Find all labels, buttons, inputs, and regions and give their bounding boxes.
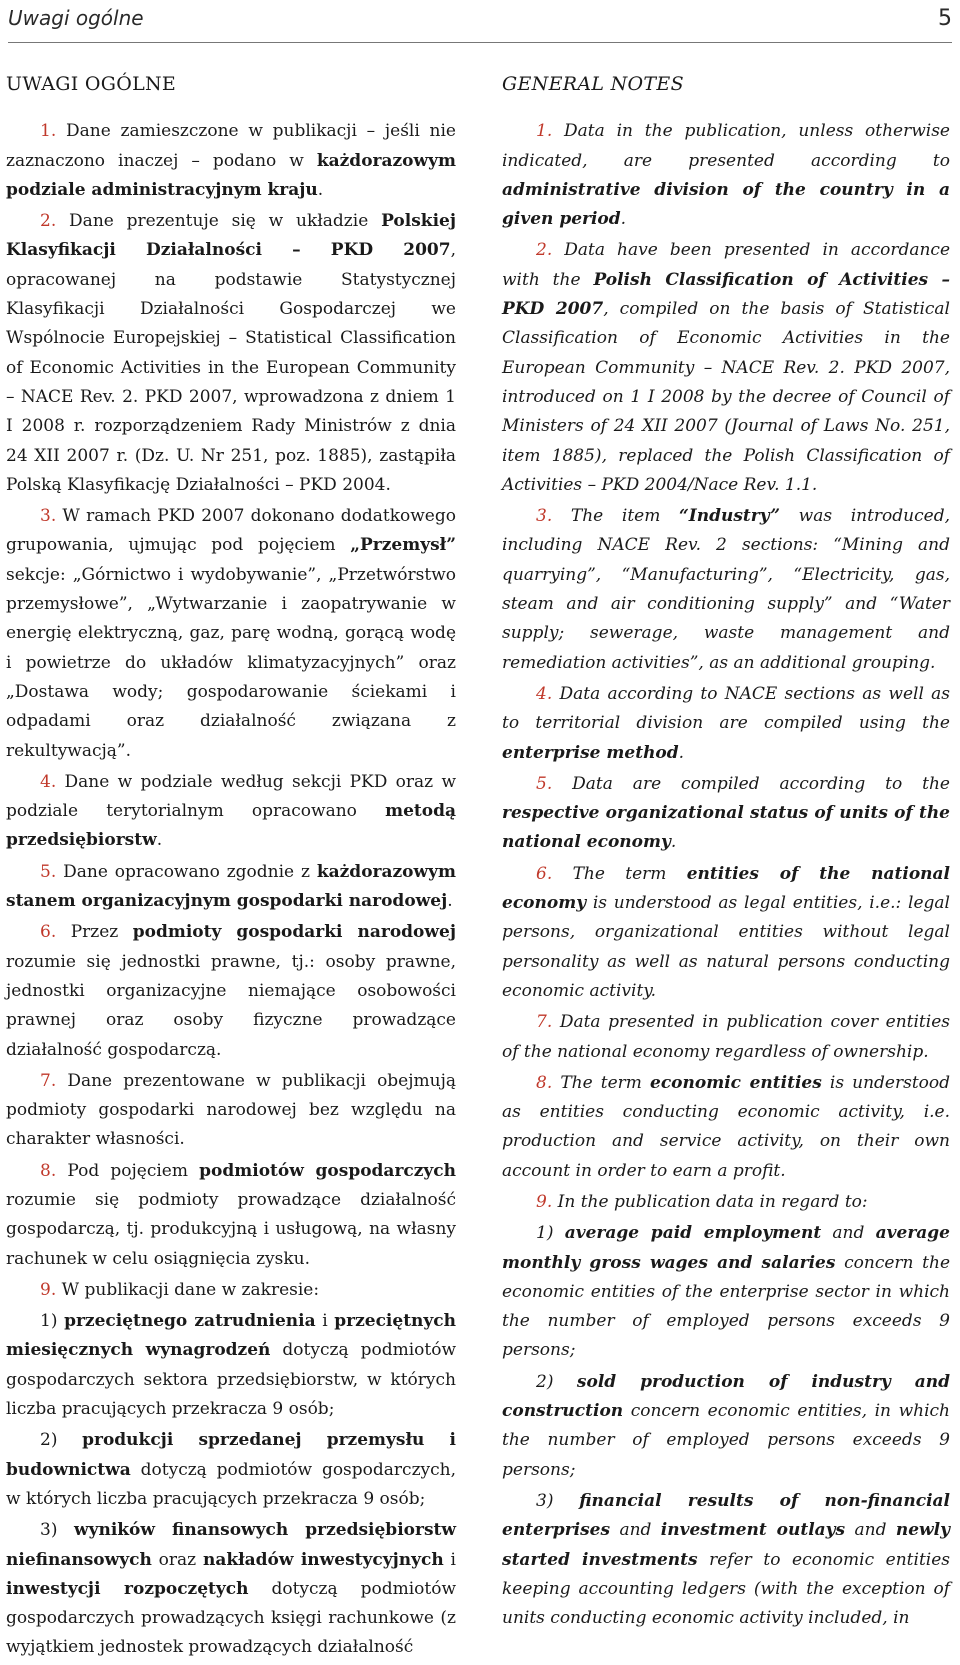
emphasis: podmiotów gospodarczych [199,1160,456,1181]
paragraph-pl-3 [6,502,456,766]
emphasis: każdorazowym podziale administracyjnym kraju [6,150,456,200]
emphasis: podmioty gospodarki narodowej [132,922,456,943]
paragraph-number: 8. [40,1160,57,1181]
page-header [8,0,952,36]
paragraph-pl-6 [6,918,456,1064]
emphasis: metodą przedsiębiorstw [6,801,456,851]
running-title: Uwagi ogólne [8,6,144,30]
emphasis: administrative division of the country in a given period [502,179,950,230]
emphasis: Polskiej Klasyfikacji Działalności – PKD 2007 [6,211,456,261]
emphasis: respective organizational status of units of the national economy [502,803,950,853]
text: , opracowanej na podstawie Statystycznej Klasyfikacji Działalności Gospodarczej we Wspólnocie Europejskiej – Statistical Classification of Economic Activities in the European Community – NACE Rev. 2. PKD 2007, wprowadzona z dniem 1 I 2008 r. rozporządzeniem Rady Ministrów z dnia 24 XII 2007 r. (Dz. U. Nr 251, poz. 1885), zastąpiła Polską Klasyfikację Działalności – PKD 2004. [6,240,456,495]
emphasis: przeciętnych miesięcznych wynagrodzeń [6,1311,457,1361]
emphasis: przeciętnego zatrudnienia [64,1311,316,1332]
text: Dane prezentuje się w układzie [56,211,382,232]
text: Pod pojęciem [56,1160,200,1181]
section-heading-en: GENERAL NOTES [502,73,684,95]
text: is understood as entities conducting economic activity, i.e. production and service activity, on their own account in order to earn a profit. [502,1072,951,1181]
text: concern the economic entities of the enterprise sector in which the number of employed persons exceeds 9 persons; [502,1252,950,1361]
paragraph-en-2 [502,236,950,500]
text: dotyczą podmiotów gospodarczych prowadzących księgi rachunkowe (z wyjątkiem jednostek prowadzących działalność [6,1578,456,1658]
section-heading-pl: UWAGI OGÓLNE [6,73,177,95]
text: dotyczą podmiotów gospodarczych sektora przedsiębiorstw, w których liczba pracujących przekracza 9 osób; [6,1340,457,1420]
column-polish [6,62,456,1665]
list-item-pl-9-2 [6,1426,456,1514]
paragraph-en-3 [502,502,950,678]
list-item-pl-9-1 [6,1307,456,1424]
paragraph-number: 7. [536,1012,553,1033]
paragraph-en-4 [502,680,950,768]
emphasis: financial results of non-financial enterprises [502,1490,950,1541]
text: The item [552,506,679,527]
text: The term [552,1072,650,1093]
text: Data presented in publication cover entities of the national economy regardless of ownership. [502,1012,950,1062]
list-number: 2) [40,1430,58,1451]
paragraph-pl-7 [6,1067,456,1155]
paragraph-en-8 [502,1069,950,1186]
emphasis: investment outlays [660,1520,846,1541]
list-number: 1) [40,1311,58,1332]
paragraph-number: 1. [40,121,57,142]
emphasis: każdorazowym stanem organizacyjnym gospodarki narodowej [6,861,456,912]
text: and [845,1520,896,1541]
text: Dane w podziale według sekcji PKD oraz w podziale terytorialnym opracowano [6,771,456,822]
paragraph-number: 1. [536,121,553,142]
emphasis: “Industry” [679,506,780,527]
list-number: 3) [40,1520,58,1541]
text: Dane zamieszczone w publikacji – jeśli nie zaznaczono inaczej – podano w [6,121,456,171]
text: In the publication data in regard to: [552,1191,868,1212]
text: , compiled on the basis of Statistical Classification of Economic Activities in the European Community – NACE Rev. 2. PKD 2007, introduced on 1 I 2008 by the decree of Council of Ministers of 24 XII 2007 (Journal of Laws No. 251, item 1885), replaced the Polish Classification of Activities – PKD 2004/Nace Rev. 1.1. [502,299,950,495]
list-item-en-9-1 [502,1219,950,1365]
text: The term [552,863,687,884]
emphasis: produkcji sprzedanej przemysłu i budownictwa [6,1430,456,1480]
list-item-en-9-2 [502,1368,950,1485]
paragraph-en-5 [502,770,950,858]
paragraph-en-6 [502,860,950,1006]
paragraph-number: 4. [40,771,57,792]
text: Data have been presented in accordance with the [502,240,950,290]
list-number: 2) [536,1371,554,1392]
text: was introduced, including NACE Rev. 2 sections: “Mining and quarrying”, “Manufacturing”, “Electricity, gas, steam and air conditioning supply” and “Water supply; sewerage, waste management and remediation activities”, as an additional grouping. [502,506,950,673]
paragraph-pl-5 [6,858,456,917]
paragraph-en-1 [502,117,950,234]
text: i [315,1311,335,1332]
paragraph-number: 4. [536,683,553,704]
paragraph-en-7 [502,1008,950,1067]
emphasis: average monthly gross wages and salaries [502,1223,950,1273]
emphasis: entities of the national economy [502,863,950,914]
text: and [821,1223,876,1244]
emphasis: newly started investments [502,1520,951,1570]
text: W ramach PKD 2007 dokonano dodatkowego grupowania, ujmując pod pojęciem [6,506,456,556]
paragraph-pl-9 [6,1276,456,1305]
column-english [502,62,950,1635]
paragraph-number: 2. [536,240,553,261]
text: i [443,1549,456,1570]
emphasis: average paid employment [564,1223,822,1244]
text: concern economic entities, in which the number of employed persons exceeds 9 persons; [502,1401,950,1480]
text: and [610,1520,661,1541]
text: rozumie się jednostki prawne, tj.: osoby prawne, jednostki organizacyjne niemające osobowości prawnej oraz osoby fizyczne prowadzące działalność gospodarczą. [6,951,456,1060]
text: is understood as legal entities, i.e.: legal persons, organizational entities without legal personality as well as natural persons conducting economic activity. [502,893,950,1001]
page-number: 5 [938,5,952,31]
paragraph-pl-4 [6,768,456,856]
list-item-en-9-3 [502,1487,950,1633]
paragraph-number: 9. [536,1191,553,1212]
paragraph-number: 3. [40,506,57,527]
text: Data are compiled according to the [552,773,950,794]
paragraph-number: 3. [536,506,553,527]
text: . [678,742,685,763]
emphasis: nakładów inwestycyjnych [202,1549,444,1570]
text: . [447,891,453,912]
emphasis: Polish Classification of Activities – PKD 2007 [502,269,951,320]
text: . [156,830,163,851]
text: Dane opracowano zgodnie z [56,861,317,882]
paragraph-number: 6. [40,922,57,943]
paragraph-number: 2. [40,211,57,232]
text: Data according to NACE sections as well as to territorial division are compiled using the [502,683,950,734]
text: dotyczą podmiotów gospodarczych, w których liczba pracujących przekracza 9 osób; [6,1459,456,1509]
paragraph-number: 6. [536,863,553,884]
text: . [317,179,324,200]
emphasis: „Przemysł” [350,535,456,556]
paragraph-en-9 [502,1188,950,1217]
paragraph-pl-2 [6,207,456,500]
text: Dane prezentowane w publikacji obejmują podmioty gospodarki narodowej bez względu na charakter własności. [6,1070,456,1150]
text: sekcje: „Górnictwo i wydobywanie”, „Przetwórstwo przemysłowe”, „Wytwarzanie i zaopatrywanie w energię elektryczną, gaz, parę wodną, gorącą wodę i powietrze do układów klimatyzacyjnych” oraz „Dostawa wody; gospodarowanie ściekami i odpadami oraz działalność związana z rekultywacją”. [6,564,456,761]
text: W publikacji dane w zakresie: [56,1279,320,1300]
text: Przez [56,922,133,943]
paragraph-number: 8. [536,1072,553,1093]
text: rozumie się podmioty prowadzące działalność gospodarczą, tj. produkcyjną i usługową, na własny rachunek w celu osiągnięcia zysku. [6,1189,456,1269]
text: . [670,832,677,853]
text: Data in the publication, unless otherwise indicated, are presented according to [502,121,950,171]
emphasis: sold production of industry and construction [502,1371,951,1422]
paragraph-pl-1 [6,117,456,205]
emphasis: inwestycji rozpoczętych [6,1578,249,1599]
emphasis: economic entities [650,1072,822,1093]
header-rule [8,42,952,43]
text: . [620,209,627,230]
paragraph-number: 9. [40,1279,57,1300]
paragraph-number: 5. [40,861,57,882]
list-number: 1) [536,1223,554,1244]
paragraph-number: 7. [40,1070,57,1091]
text: refer to economic entities keeping accounting ledgers (with the exception of units conducting economic activity included, in [502,1549,950,1629]
text: oraz [151,1549,203,1570]
list-number: 3) [536,1490,554,1511]
paragraph-number: 5. [536,773,553,794]
paragraph-pl-8 [6,1157,456,1274]
list-item-pl-9-3 [6,1516,456,1662]
emphasis: enterprise method [502,742,679,763]
emphasis: wyników finansowych przedsiębiorstw niefinansowych [6,1520,457,1570]
